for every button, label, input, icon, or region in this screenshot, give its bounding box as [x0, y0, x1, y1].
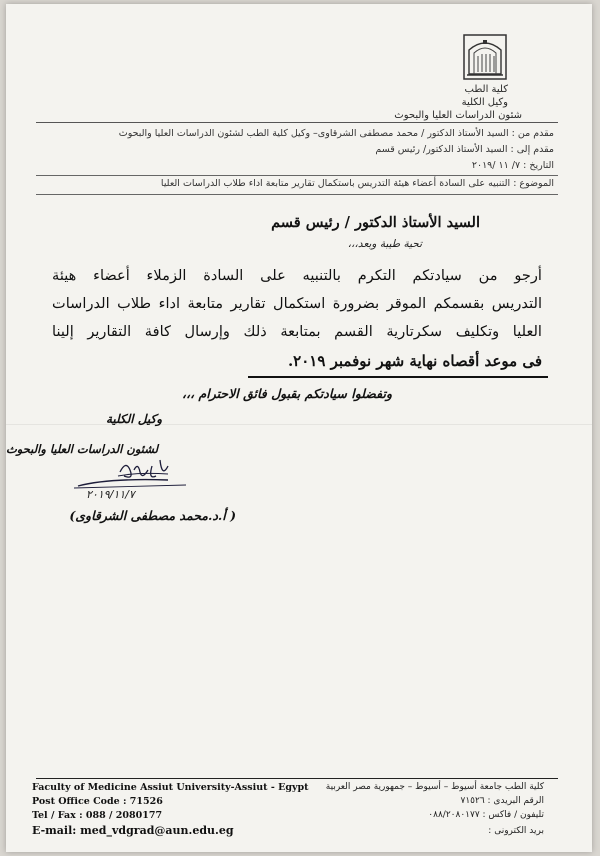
- body-line-3: العليا وتكليف سكرتارية القسم بمتابعة ذلك وإرسال كافة التقارير إلينا: [52, 323, 542, 340]
- footer-en-postcode: Post Office Code : 71526: [32, 796, 163, 807]
- header-office: شئون الدراسات العليا والبحوث: [394, 110, 522, 121]
- footer-ar-postcode: الرقم البريدى : ٧١٥٢٦: [460, 796, 544, 806]
- signature-date: ٢٠١٩/١١/٧: [86, 488, 135, 501]
- footer-en-telfax: Tel / Fax : 088 / 2080177: [32, 810, 163, 821]
- letter-page: [6, 4, 592, 852]
- letter-addressee: السيد الأستاذ الدكتور / رئيس قسم: [271, 214, 480, 231]
- footer-ar-telfax: تليفون / فاكس : ٠٨٨/٢٠٨٠١٧٧: [428, 810, 544, 820]
- body-line-4: فى موعد أقصاه نهاية شهر نوفمبر ٢٠١٩.: [287, 352, 542, 370]
- body-line-1: أرجو من سيادتكم التكرم بالتنبيه على السادة الزملاء أعضاء هيئة: [52, 267, 542, 284]
- memo-date: التاريخ : ٧/ ١١ /٢٠١٩: [471, 160, 554, 171]
- memo-from: مقدم من : السيد الأستاذ الدكتور / محمد مصطفى الشرقاوى– وكيل كلية الطب لشئون الدراسات العليا والبحوث: [118, 128, 554, 139]
- header-vice-dean: وكيل الكلية: [461, 97, 508, 108]
- footer-ar-faculty: كلية الطب جامعة أسيوط – أسيوط – جمهورية مصر العربية: [325, 782, 544, 792]
- signatory-name: ( أ.د.محمد مصطفى الشرقاوى): [69, 508, 236, 523]
- memo-divider: [36, 175, 558, 176]
- university-logo-icon: [463, 34, 507, 80]
- signatory-office: لشئون الدراسات العليا والبحوث: [6, 442, 158, 456]
- memo-to: مقدم إلى : السيد الأستاذ الدكتور/ رئيس قسم: [375, 144, 554, 155]
- header-faculty: كلية الطب: [464, 84, 508, 95]
- memo-subject: الموضوع : التنبيه على السادة أعضاء هيئة التدريس باستكمال تقارير متابعة اداء طلاب الدراسات العليا: [160, 178, 554, 189]
- signatory-title: وكيل الكلية: [105, 412, 162, 426]
- footer-en-faculty: Faculty of Medicine Assiut University-Assiut - Egypt: [32, 782, 309, 793]
- closing-line: وتفضلوا سيادتكم بقبول فائق الاحترام ،،،: [182, 386, 392, 401]
- letter-greeting: تحية طيبة وبعد،،،: [347, 238, 422, 250]
- footer-ar-email: بريد الكترونى :: [488, 826, 544, 836]
- paper-fold: [6, 424, 592, 425]
- body-line-2: التدريس بقسمكم الموقر بضرورة استكمال تقارير متابعة اداء طلاب الدراسات: [52, 295, 542, 312]
- footer-en-email: E-mail: med_vdgrad@aun.edu.eg: [32, 824, 234, 837]
- subject-divider: [36, 194, 558, 195]
- footer-divider: [36, 778, 558, 779]
- header-divider: [36, 122, 558, 123]
- deadline-underline: [248, 376, 548, 378]
